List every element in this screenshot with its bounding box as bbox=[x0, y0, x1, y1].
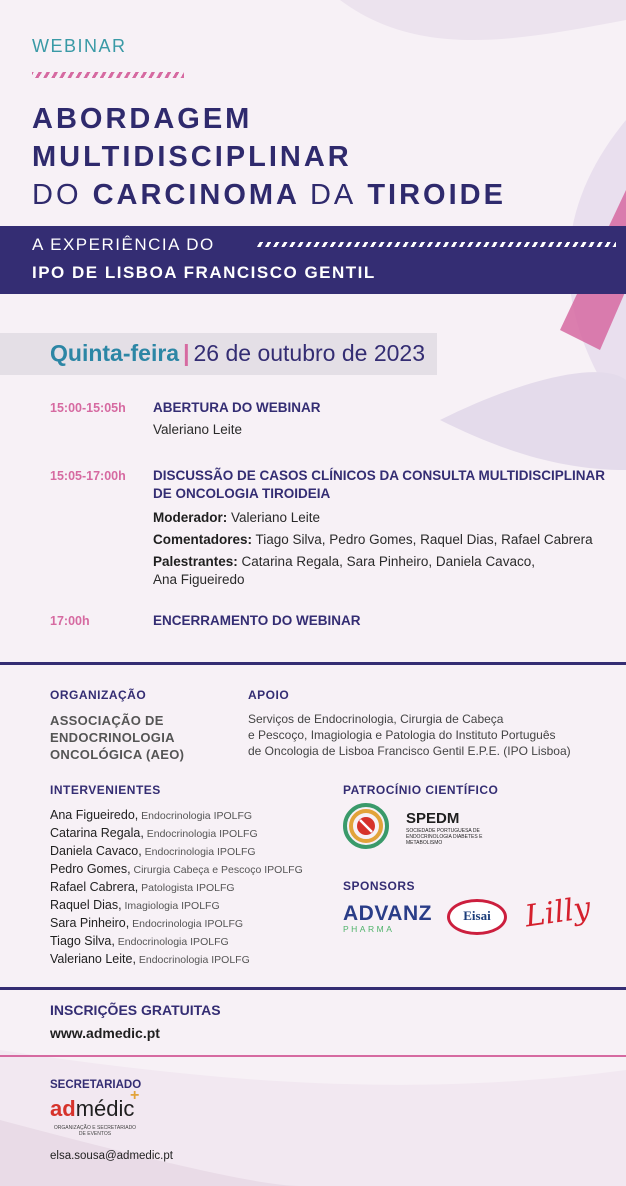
program-speakers: Palestrantes: Catarina Regala, Sara Pinheiro, Daniela Cavaco, Ana Figueiredo bbox=[153, 554, 535, 587]
list-item: Pedro Gomes, Cirurgia Cabeça e Pescoço IPOLFG bbox=[50, 862, 303, 876]
admedic-tagline: ORGANIZAÇÃO E SECRETARIADO DE EVENTOS bbox=[53, 1125, 137, 1137]
admedic-logo: admédic bbox=[50, 1096, 135, 1121]
event-date: Quinta-feira | 26 de outubro de 2023 bbox=[50, 340, 425, 366]
apoio-heading: APOIO bbox=[248, 688, 290, 702]
list-item: Catarina Regala, Endocrinologia IPOLFG bbox=[50, 826, 258, 840]
organizer-name: ASSOCIAÇÃO DE ENDOCRINOLOGIA ONCOLÓGICA (AEO) bbox=[50, 713, 185, 762]
title-line-2: MULTIDISCIPLINAR bbox=[32, 141, 352, 173]
title-line-3: DO CARCINOMA DA TIROIDE bbox=[32, 179, 506, 211]
divider-bottom bbox=[0, 1055, 626, 1057]
list-item: Valeriano Leite, Endocrinologia IPOLFG bbox=[50, 952, 250, 966]
advanz-pharma: PHARMA bbox=[343, 924, 395, 934]
registration-link[interactable]: www.admedic.pt bbox=[50, 1025, 160, 1041]
program-title-1: ABERTURA DO WEBINAR bbox=[153, 400, 321, 415]
secretariado-heading: SECRETARIADO bbox=[50, 1079, 142, 1091]
organizacao-heading: ORGANIZAÇÃO bbox=[50, 688, 147, 702]
lilly-logo: Lilly bbox=[522, 890, 593, 935]
list-item: Sara Pinheiro, Endocrinologia IPOLFG bbox=[50, 916, 244, 930]
intervenientes-heading: INTERVENIENTES bbox=[50, 783, 161, 797]
apoio-text: Serviços de Endocrinologia, Cirurgia de Cabeça e Pescoço, Imagiologia e Patologia do Instituto Português de Oncologia de Lisboa Francisco Gentil E.P.E. (IPO Lisboa) bbox=[248, 712, 571, 758]
contact-email[interactable]: elsa.sousa@admedic.pt bbox=[50, 1150, 173, 1162]
patrocinio-heading: PATROCÍNIO CIENTÍFICO bbox=[343, 783, 499, 797]
program-time-3: 17:00h bbox=[50, 614, 90, 628]
band-line-2: IPO DE LISBOA FRANCISCO GENTIL bbox=[32, 263, 376, 282]
list-item: Tiago Silva, Endocrinologia IPOLFG bbox=[50, 934, 229, 948]
sponsors-heading: SPONSORS bbox=[343, 879, 416, 893]
eisai-logo-text: Eisai bbox=[463, 908, 491, 923]
divider-middle bbox=[0, 987, 626, 990]
program-speaker-1: Valeriano Leite bbox=[153, 422, 243, 437]
program-commentators: Comentadores: Tiago Silva, Pedro Gomes, Raquel Dias, Rafael Cabrera bbox=[153, 532, 593, 547]
advanz-logo: ADVANZ bbox=[343, 902, 432, 925]
spedm-logo-icon bbox=[343, 803, 401, 849]
band-decorative-dashes bbox=[256, 242, 616, 247]
inscricoes-heading: INSCRIÇÕES GRATUITAS bbox=[50, 1002, 221, 1018]
spedm-subtitle: SOCIEDADE PORTUGUESA DE ENDOCRINOLOGIA DIABETES E METABOLISMO bbox=[406, 828, 483, 846]
program-title-2: DISCUSSÃO DE CASOS CLÍNICOS DA CONSULTA MULTIDISCIPLINAR DE ONCOLOGIA TIROIDEIA bbox=[153, 468, 606, 501]
program-title-3: ENCERRAMENTO DO WEBINAR bbox=[153, 613, 361, 628]
band-line-1: A EXPERIÊNCIA DO bbox=[32, 235, 215, 254]
program-time-1: 15:00-15:05h bbox=[50, 401, 126, 415]
program-time-2: 15:05-17:00h bbox=[50, 469, 126, 483]
program-moderator: Moderador: Valeriano Leite bbox=[153, 510, 321, 525]
decorative-dashes bbox=[32, 72, 184, 78]
webinar-label: WEBINAR bbox=[32, 36, 127, 56]
list-item: Raquel Dias, Imagiologia IPOLFG bbox=[50, 898, 220, 912]
title-line-1: ABORDAGEM bbox=[32, 103, 253, 135]
event-title bbox=[32, 100, 506, 214]
spedm-name: SPEDM bbox=[406, 810, 460, 827]
list-item: Daniela Cavaco, Endocrinologia IPOLFG bbox=[50, 844, 256, 858]
list-item: Rafael Cabrera, Patologista IPOLFG bbox=[50, 880, 235, 894]
divider-top bbox=[0, 662, 626, 665]
list-item: Ana Figueiredo, Endocrinologia IPOLFG bbox=[50, 808, 253, 822]
admedic-plus-icon: + bbox=[130, 1087, 140, 1104]
